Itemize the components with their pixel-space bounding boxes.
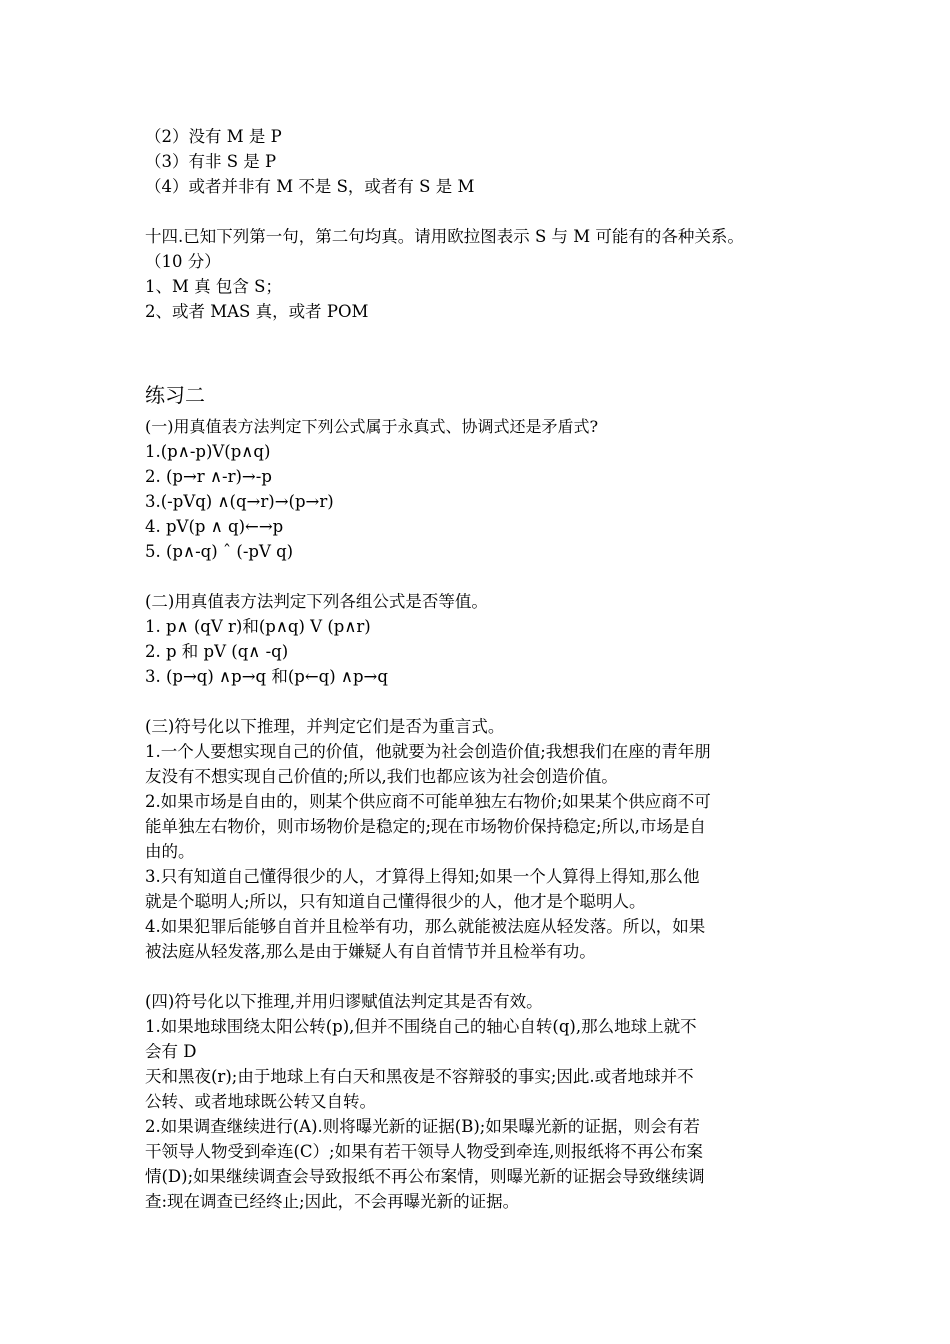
list-item: 2、或者 MAS 真，或者 POM [145, 302, 369, 321]
text-line: 友没有不想实现自己价值的;所以,我们也都应该为社会创造价值。 [145, 767, 618, 786]
part-4-intro: (四)符号化以下推理,并用归谬赋值法判定其是否有效。 [145, 992, 543, 1011]
formula-item: 2. p 和 pV (q∧ -q) [145, 642, 289, 661]
formula-item: 1.(p∧-p)V(p∧q) [145, 442, 271, 461]
exercise-2-part-2 [145, 589, 825, 689]
part-2-intro: (二)用真值表方法判定下列各组公式是否等值。 [145, 592, 488, 611]
text-line: 被法庭从轻发落,那么是由于嫌疑人有自首情节并且检举有功。 [145, 942, 596, 961]
exercise-2-part-4 [145, 989, 825, 1214]
document-body [145, 124, 825, 1214]
text-line: 公转、或者地球既公转又自转。 [145, 1092, 376, 1111]
text-line: 1.一个人要想实现自己的价值，他就要为社会创造价值;我想我们在座的青年朋 [145, 742, 711, 761]
formula-item: 3.(-pVq) ∧(q→r)→(p→r) [145, 492, 334, 511]
list-item: 1、M 真 包含 S； [145, 277, 282, 296]
formula-item: 5. (p∧-q) ˆ (-pV q) [145, 542, 294, 561]
text-line: 3.只有知道自己懂得很少的人，才算得上得知;如果一个人算得上得知,那么他 [145, 867, 700, 886]
list-item: （4）或者并非有 M 不是 S，或者有 S 是 M [145, 177, 475, 196]
list-item: （3）有非 S 是 P [145, 152, 277, 171]
exercise-2-heading: 练习二 [145, 383, 205, 407]
list-item: （2）没有 M 是 P [145, 127, 282, 146]
text-line: 能单独左右物价，则市场物价是稳定的;现在市场物价保持稳定;所以,市场是自 [145, 817, 706, 836]
part-3-intro: (三)符号化以下推理，并判定它们是否为重言式。 [145, 717, 505, 736]
exercise-2-part-1 [145, 414, 825, 564]
formula-item: 4. pV(p ∧ q)←→p [145, 517, 284, 536]
exercise-2-part-3 [145, 714, 825, 964]
text-line: 2.如果调查继续进行(A).则将曝光新的证据(B);如果曝光新的证据，则会有若 [145, 1117, 700, 1136]
question-14-score: （10 分） [145, 252, 221, 271]
text-line: 2.如果市场是自由的，则某个供应商不可能单独左右物价;如果某个供应商不可 [145, 792, 711, 811]
previous-question-items [145, 124, 825, 199]
text-line: 1.如果地球围绕太阳公转(p),但并不围绕自己的轴心自转(q),那么地球上就不 [145, 1017, 697, 1036]
text-line: 情(D);如果继续调查会导致报纸不再公布案情，则曝光新的证据会导致继续调 [145, 1167, 705, 1186]
formula-item: 1. p∧ (qV r)和(p∧q) V (p∧r) [145, 617, 371, 636]
part-1-intro: (一)用真值表方法判定下列公式属于永真式、协调式还是矛盾式? [145, 417, 599, 436]
question-14 [145, 224, 825, 324]
text-line: 就是个聪明人;所以，只有知道自己懂得很少的人，他才是个聪明人。 [145, 892, 646, 911]
text-line: 查:现在调查已经终止;因此，不会再曝光新的证据。 [145, 1192, 520, 1211]
text-line: 干领导人物受到牵连(C）;如果有若干领导人物受到牵连,则报纸将不再公布案 [145, 1142, 703, 1161]
question-14-title: 十四.已知下列第一句，第二句均真。请用欧拉图表示 S 与 M 可能有的各种关系。 [145, 227, 744, 246]
text-line: 4.如果犯罪后能够自首并且检举有功，那么就能被法庭从轻发落。所以，如果 [145, 917, 706, 936]
formula-item: 3. (p→q) ∧p→q 和(p←q) ∧p→q [145, 667, 388, 686]
text-line: 天和黑夜(r);由于地球上有白天和黑夜是不容辩驳的事实;因此.或者地球并不 [145, 1067, 694, 1086]
text-line: 会有 D [145, 1042, 197, 1061]
text-line: 由的。 [145, 842, 195, 861]
formula-item: 2. (p→r ∧-r)→-p [145, 467, 272, 486]
